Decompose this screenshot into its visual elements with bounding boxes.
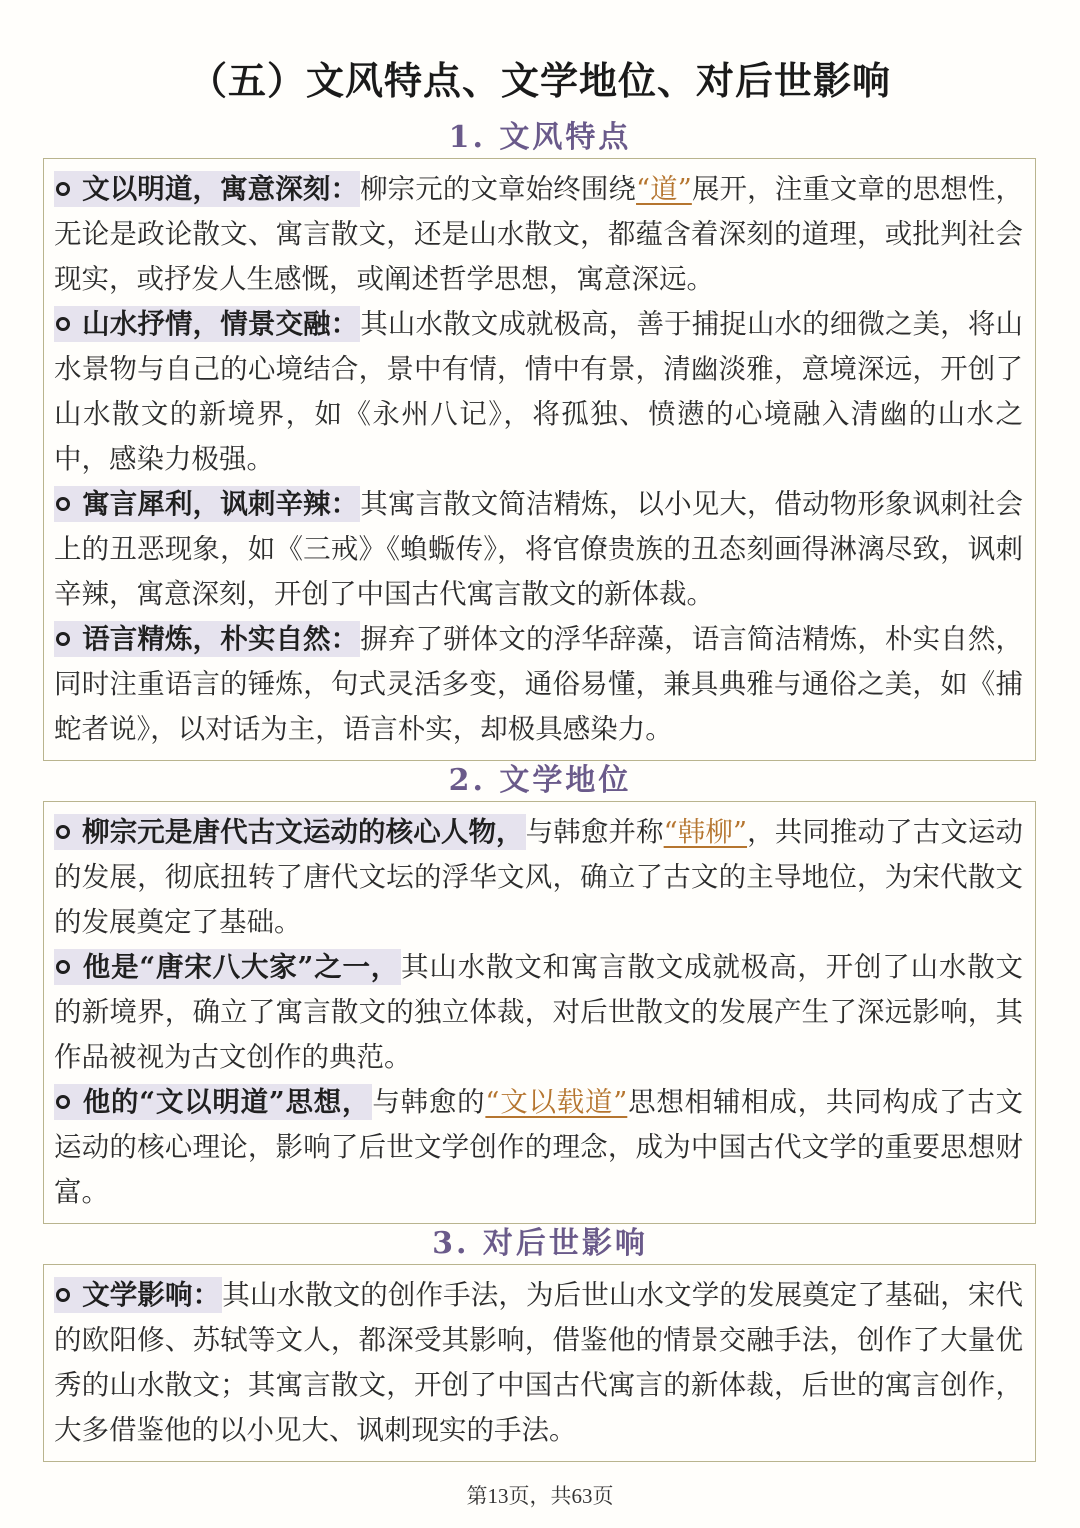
paragraph-text: 展开，注重文章的思想性，无论是政论散文、寓言散文，还是山水散文，都蕴含着深刻的道理，或批判社会现实，或抒发人生感慨，或阐述哲学思想，寓意深远。	[54, 173, 1023, 295]
label-text: 文学影响：	[82, 1279, 221, 1311]
paragraph-label	[54, 814, 526, 850]
paragraph-text: 其山水散文的创作手法，为后世山水文学的发展奠定了基础，宋代的欧阳修、苏轼等文人，都深受其影响，借鉴他的情景交融手法，创作了大量优秀的山水散文；其寓言散文，开创了中国古代寓言的新体裁，后世的寓言创作，大多借鉴他的以小见大、讽刺现实的手法。	[54, 1279, 1024, 1446]
paragraph	[54, 1080, 1023, 1215]
label-text: 他的“文以明道”思想，	[82, 1086, 371, 1118]
section-heading-style: 1. 文风特点	[448, 120, 632, 155]
paragraph-label	[54, 1084, 372, 1120]
label-text: 寓言犀利，讽刺辛辣：	[82, 488, 359, 520]
paragraph-text: 思想相辅相成，共同构成了古文运动的核心理论，影响了后世文学创作的理念，成为中国古代文学的重要思想财富。	[54, 1086, 1024, 1208]
keyword: “文以载道”	[485, 1086, 628, 1118]
paragraph-label	[54, 171, 360, 207]
paragraph-label	[54, 621, 360, 657]
bullet-icon	[56, 1288, 70, 1302]
bullet-icon	[56, 497, 70, 511]
paragraph-label	[54, 1277, 222, 1313]
bullet-icon	[56, 960, 70, 974]
paragraph	[54, 302, 1023, 482]
label-text: 语言精炼，朴实自然：	[82, 623, 359, 655]
page-footer: 第13页，共63页	[466, 1484, 614, 1508]
section-box-style	[43, 158, 1036, 761]
paragraph	[54, 1273, 1023, 1453]
paragraph-label	[54, 486, 360, 522]
bullet-icon	[56, 317, 70, 331]
paragraph	[54, 617, 1023, 752]
paragraph-text: 其山水散文和寓言散文成就极高，开创了山水散文的新境界，确立了寓言散文的独立体裁，对后世散文的发展产生了深远影响，其作品被视为古文创作的典范。	[54, 951, 1024, 1073]
paragraph	[54, 167, 1023, 302]
bullet-icon	[56, 1095, 70, 1109]
keyword: “道”	[636, 173, 692, 205]
keyword: “韩柳”	[663, 816, 748, 848]
paragraph-text: 其山水散文成就极高，善于捕捉山水的细微之美，将山水景物与自己的心境结合，景中有情，情中有景，清幽淡雅，意境深远，开创了山水散文的新境界，如《永州八记》，将孤独、愤懑的心境融入清幽的山水之中，感染力极强。	[54, 308, 1024, 475]
label-text: 柳宗元是唐代古文运动的核心人物，	[82, 816, 524, 848]
paragraph	[54, 482, 1023, 617]
section-box-influence	[43, 1264, 1036, 1462]
paragraph-text: 与韩愈的	[372, 1086, 486, 1118]
section-heading-status: 2. 文学地位	[448, 763, 632, 798]
bullet-icon	[56, 182, 70, 196]
paragraph-text: 摒弃了骈体文的浮华辞藻，语言简洁精炼，朴实自然，同时注重语言的锤炼，句式灵活多变，通俗易懂，兼具典雅与通俗之美，如《捕蛇者说》，以对话为主，语言朴实，却极具感染力。	[54, 623, 1024, 745]
label-text: 山水抒情，情景交融：	[82, 308, 359, 340]
paragraph	[54, 945, 1023, 1080]
label-text: 他是“唐宋八大家”之一，	[82, 951, 400, 983]
paragraph-text: 与韩愈并称	[525, 816, 664, 848]
paragraph-text: ，共同推动了古文运动的发展，彻底扭转了唐代文坛的浮华文风，确立了古文的主导地位，为宋代散文的发展奠定了基础。	[54, 816, 1024, 938]
paragraph	[54, 810, 1023, 945]
paragraph-text: 柳宗元的文章始终围绕	[360, 173, 637, 205]
paragraph-label	[54, 949, 401, 985]
label-text: 文以明道，寓意深刻：	[82, 173, 359, 205]
paragraph-text: 其寓言散文简洁精炼，以小见大，借动物形象讽刺社会上的丑恶现象，如《三戒》《蝜蝂传》，将官僚贵族的丑态刻画得淋漓尽致，讽刺辛辣，寓意深刻，开创了中国古代寓言散文的新体裁。	[54, 488, 1024, 610]
bullet-icon	[56, 825, 70, 839]
section-heading-influence: 3. 对后世影响	[432, 1226, 648, 1261]
paragraph-label	[54, 306, 360, 342]
bullet-icon	[56, 632, 70, 646]
section-box-status	[43, 801, 1036, 1224]
page-title: （五）文风特点、文学地位、对后世影响	[188, 58, 891, 103]
